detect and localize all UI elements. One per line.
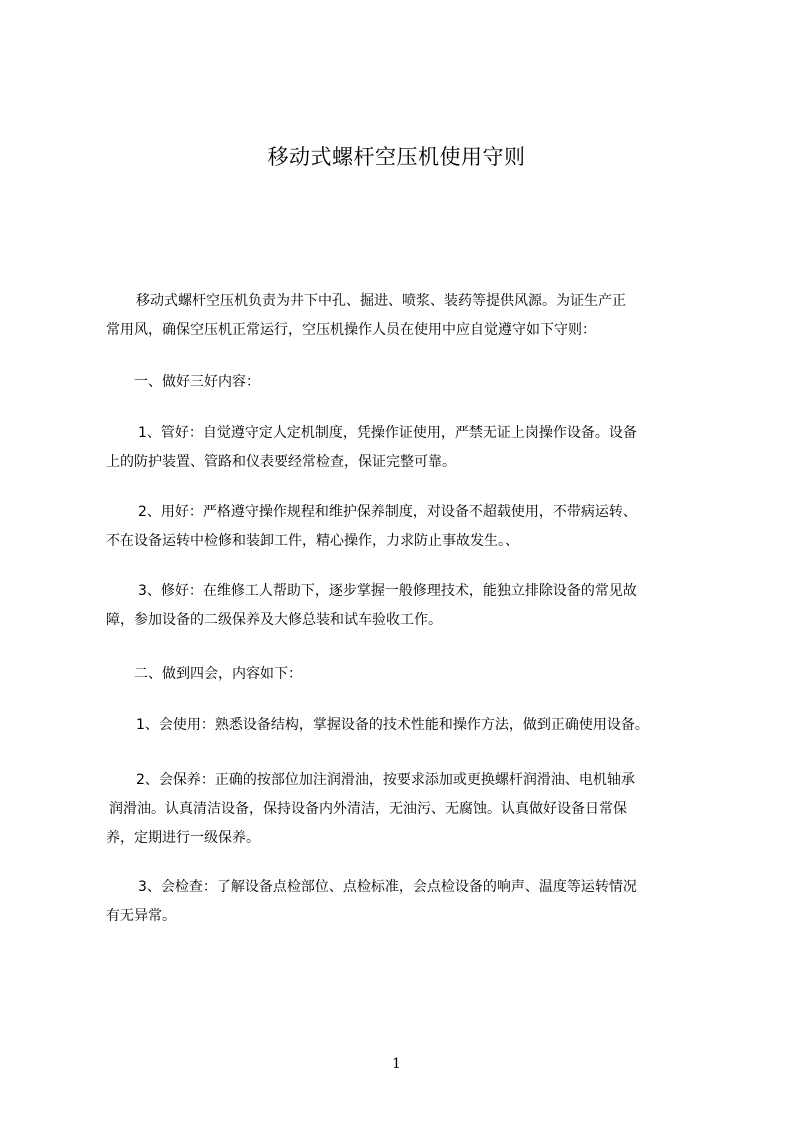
section-2-item-3-line-1: 3、会检查：了解设备点检部位、点检标准，会点检设备的响声、温度等运转情况 xyxy=(138,879,637,895)
section-1-item-1-line-2: 上的防护装置、管路和仪表要经常检查，保证完整可靠。 xyxy=(106,454,456,470)
section-2-item-1-line-1: 1、会使用：熟悉设备结构，掌握设备的技术性能和操作方法，做到正确使用设备。 xyxy=(136,717,649,733)
intro-line-2: 常用风，确保空压机正常运行，空压机操作人员在使用中应自觉遵守如下守则： xyxy=(106,322,596,338)
section-1-item-2-line-1: 2、用好：严格遵守操作规程和维护保养制度，对设备不超载使用，不带病运转、 xyxy=(138,504,637,520)
section-1-item-3-line-2: 障，参加设备的二级保养及大修总装和试车验收工作。 xyxy=(106,612,442,628)
section-1-item-3 xyxy=(106,577,710,635)
section-1-heading-text: 一、做好三好内容： xyxy=(134,374,260,390)
page-number: 1 xyxy=(392,1056,401,1072)
section-2-heading-text: 二、做到四会，内容如下： xyxy=(134,666,302,682)
intro-line-1: 移动式螺杆空压机负责为井下中孔、掘进、喷浆、装药等提供风源。为证生产正 xyxy=(136,293,626,309)
section-1-item-1-line-1: 1、管好：自觉遵守定人定机制度，凭操作证使用，严禁无证上岗操作设备。设备 xyxy=(138,425,637,441)
section-2-item-1 xyxy=(106,711,710,740)
section-2-item-2-line-2: 润滑油。认真清洁设备，保持设备内外清洁，无油污、无腐蚀。认真做好设备日常保 xyxy=(109,801,627,817)
section-2-item-2-line-3: 养，定期进行一级保养。 xyxy=(106,830,260,846)
section-1-item-2-line-2: 不在设备运转中检修和装卸工件，精心操作，力求防止事故发生。、 xyxy=(106,533,519,549)
section-1-item-2 xyxy=(106,498,710,556)
section-2-item-2 xyxy=(106,766,710,853)
section-1-item-3-line-1: 3、修好：在维修工人帮助下，逐步掌握一般修理技术，能独立排除设备的常见故 xyxy=(138,583,637,599)
intro-paragraph xyxy=(106,287,710,345)
page-title: 移动式螺杆空压机使用守则 xyxy=(267,145,526,169)
section-2-item-2-line-1: 2、会保养：正确的按部位加注润滑油，按要求添加或更换螺杆润滑油、电机轴承 xyxy=(136,772,635,788)
section-2-heading xyxy=(106,660,710,689)
section-2-item-3 xyxy=(106,873,710,931)
section-2-item-3-line-2: 有无异常。 xyxy=(106,908,176,924)
section-1-heading xyxy=(106,368,710,397)
section-1-item-1 xyxy=(106,419,710,477)
